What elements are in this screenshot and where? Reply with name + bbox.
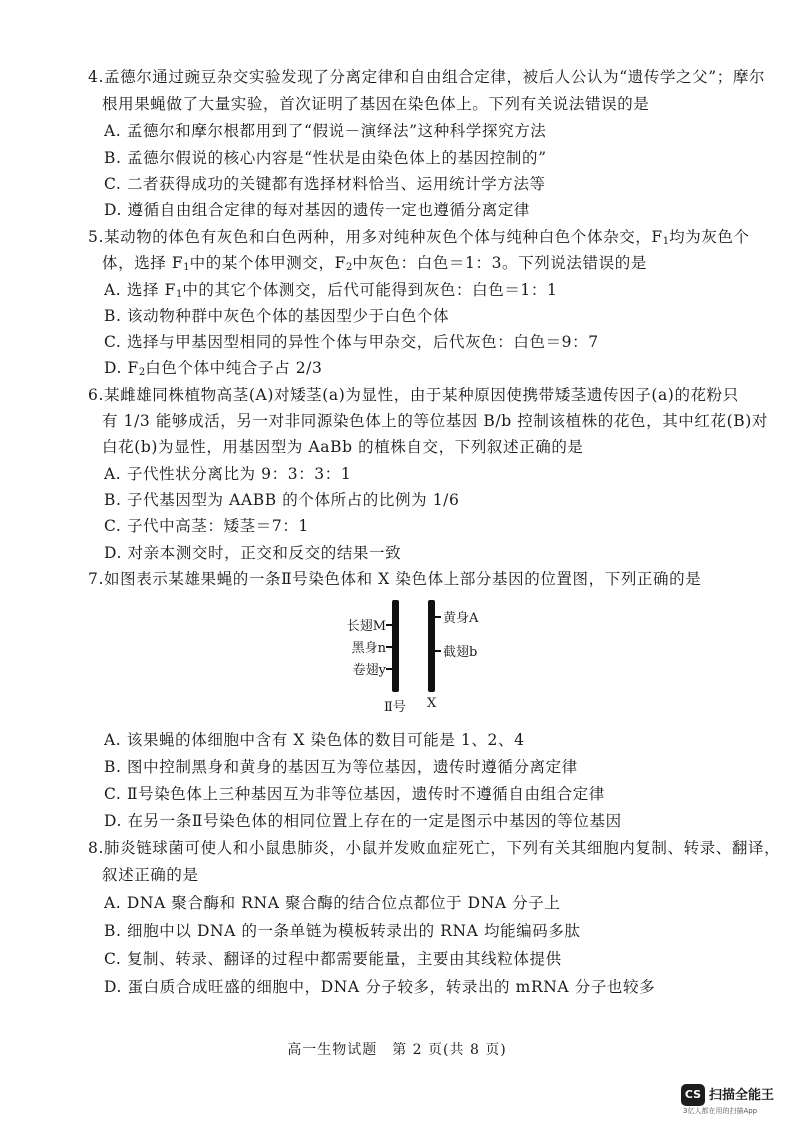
gene-label-yellow-body: 黄身A [443, 611, 479, 626]
camscanner-name: 扫描全能王 [709, 1088, 775, 1103]
gene-tick [435, 650, 441, 652]
q8-option-b: B. 细胞中以 DNA 的一条单链为模板转录出的 RNA 均能编码多肽 [104, 922, 581, 940]
q7-option-a: A. 该果蝇的体细胞中含有 X 染色体的数目可能是 1、2、4 [104, 731, 525, 749]
chromosome-x-bar [428, 600, 435, 692]
q4-option-c: C. 二者获得成功的关键都有选择材料恰当、运用统计学方法等 [104, 175, 546, 193]
q5-stem-line1 [88, 227, 750, 252]
q8-option-a: A. DNA 聚合酶和 RNA 聚合酶的结合位点都位于 DNA 分子上 [104, 894, 561, 912]
q5-stem-text: 中的某个体甲测交，F [189, 254, 346, 272]
chromosome-figure [330, 600, 500, 720]
q4-stem-line1: 4.孟德尔通过豌豆杂交实验发现了分离定律和自由组合定律，被后人公认为“遗传学之父”；摩尔 [88, 68, 766, 86]
q4-option-d: D. 遵循自由组合定律的每对基因的遗传一定也遵循分离定律 [104, 201, 531, 219]
q4-option-a: A. 孟德尔和摩尔根都用到了“假说－演绎法”这种科学探究方法 [104, 122, 547, 140]
gene-label-cut-wing: 截翅b [443, 645, 478, 660]
q4-option-b: B. 孟德尔假说的核心内容是“性状是由染色体上的基因控制的” [104, 149, 547, 167]
chromosome-2-bar [392, 600, 399, 692]
q7-option-c: C. Ⅱ号染色体上三种基因互为非等位基因，遗传时不遵循自由组合定律 [104, 785, 605, 803]
q5-stem-line2 [102, 253, 647, 278]
gene-tick [435, 616, 441, 618]
page-footer: 高一生物试题 第 2 页(共 8 页) [287, 1042, 507, 1058]
q8-stem-line1: 8.肺炎链球菌可使人和小鼠患肺炎，小鼠并发败血症死亡，下列有关其细胞内复制、转录、翻译， [88, 839, 781, 857]
gene-label-black-body: 黑身n [351, 641, 386, 656]
gene-tick [386, 668, 392, 670]
option-text: 中的其它个体测交，后代可能得到灰色：白色＝1：1 [182, 281, 558, 299]
q6-option-a: A. 子代性状分离比为 9：3：3：1 [104, 465, 352, 483]
subscript: 1 [175, 289, 183, 300]
q5-option-c: C. 选择与甲基因型相同的异性个体与甲杂交，后代灰色：白色＝9：7 [104, 333, 599, 351]
gene-tick [386, 624, 392, 626]
subscript: 2 [345, 262, 353, 273]
gene-tick [386, 646, 392, 648]
q6-stem-line3: 白花(b)为显性，用基因型为 AaBb 的植株自交，下列叙述正确的是 [102, 438, 584, 456]
q6-stem-line1: 6.某雌雄同株植物高茎(A)对矮茎(a)为显性，由于某种原因使携带矮茎遗传因子(a)的花粉只 [88, 386, 739, 404]
chromosome-2-label: Ⅱ号 [384, 700, 406, 715]
option-text: A. 选择 F [104, 281, 176, 299]
q5-stem-text: 体，选择 F [102, 254, 184, 272]
q8-stem-line2: 叙述正确的是 [102, 866, 199, 884]
q6-option-d: D. 对亲本测交时，正交和反交的结果一致 [104, 544, 402, 562]
camscanner-tagline: 3亿人都在用的扫描App [683, 1107, 758, 1115]
chromosome-x-label: X [427, 696, 437, 711]
q8-option-d: D. 蛋白质合成旺盛的细胞中，DNA 分子较多，转录出的 mRNA 分子也较多 [104, 978, 656, 996]
q5-stem-text: 中灰色：白色＝1：3。下列说法错误的是 [352, 254, 647, 272]
q5-stem-text: 均为灰色个 [669, 228, 750, 246]
subscript: 2 [138, 367, 146, 378]
q5-option-b: B. 该动物种群中灰色个体的基因型少于白色个体 [104, 307, 450, 325]
q4-stem-line2: 根用果蝇做了大量实验，首次证明了基因在染色体上。下列有关说法错误的是 [102, 95, 650, 113]
q7-stem: 7.如图表示某雄果蝇的一条Ⅱ号染色体和 X 染色体上部分基因的位置图，下列正确的是 [88, 570, 702, 588]
gene-label-long-wing: 长翅M [346, 619, 386, 634]
q6-option-b: B. 子代基因型为 AABB 的个体所占的比例为 1/6 [104, 491, 460, 509]
option-text: D. F [104, 359, 139, 377]
q8-option-c: C. 复制、转录、翻译的过程中都需要能量，主要由其线粒体提供 [104, 950, 562, 968]
q5-option-a [104, 280, 557, 305]
q6-option-c: C. 子代中高茎：矮茎＝7：1 [104, 517, 309, 535]
option-text: 白色个体中纯合子占 2/3 [145, 359, 323, 377]
q5-stem-text: 5.某动物的体色有灰色和白色两种，用多对纯种灰色个体与纯种白色个体杂交，F [88, 228, 663, 246]
q5-option-d [104, 358, 322, 383]
camscanner-logo-icon: CS [681, 1084, 705, 1106]
q7-option-b: B. 图中控制黑身和黄身的基因互为等位基因，遗传时遵循分离定律 [104, 758, 578, 776]
q7-option-d: D. 在另一条Ⅱ号染色体的相同位置上存在的一定是图示中基因的等位基因 [104, 812, 622, 830]
q6-stem-line2: 有 1/3 能够成活，另一对非同源染色体上的等位基因 B/b 控制该植株的花色，其中红花(B)对 [102, 412, 768, 430]
gene-label-curly-wing: 卷翅y [352, 663, 386, 678]
subscript: 1 [183, 262, 190, 273]
subscript: 1 [662, 236, 670, 247]
